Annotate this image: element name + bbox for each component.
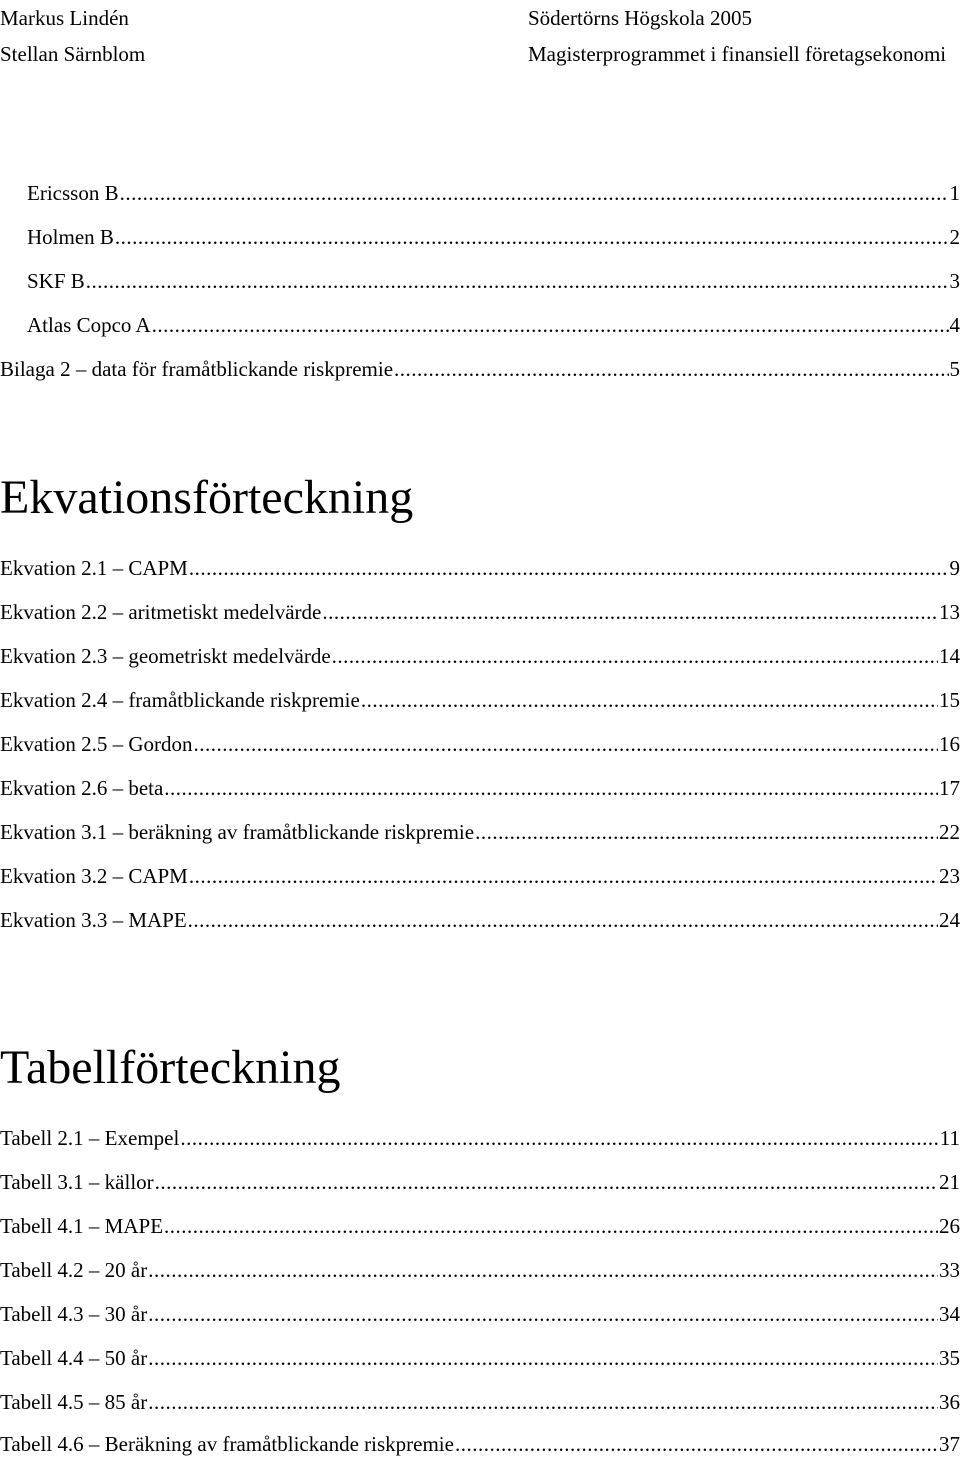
toc-entry-label: Ekvation 2.5 – Gordon <box>0 732 193 756</box>
author-name: Markus Lindén <box>0 6 129 30</box>
toc-entry-page: 9 <box>949 556 960 580</box>
section-title-tables: Tabellförteckning <box>0 1041 341 1094</box>
toc-entry[interactable] <box>0 1258 960 1288</box>
toc-entry-label: Atlas Copco A <box>27 313 151 337</box>
dot-leader <box>148 1302 938 1327</box>
toc-entry[interactable] <box>0 556 960 586</box>
toc-entry-page: 24 <box>939 908 960 932</box>
dot-leader <box>86 269 949 294</box>
toc-entry-label: Ekvation 3.3 – MAPE <box>0 908 187 932</box>
toc-entry[interactable] <box>0 1302 960 1332</box>
toc-entry-label: SKF B <box>27 269 85 293</box>
dot-leader <box>120 181 949 206</box>
toc-entry[interactable] <box>0 1346 960 1376</box>
toc-entry-page: 23 <box>939 864 960 888</box>
program-name: Magisterprogrammet i finansiell företagsekonomi <box>528 42 947 66</box>
toc-entry-label: Ekvation 2.6 – beta <box>0 776 164 800</box>
toc-entry-page: 37 <box>939 1432 960 1456</box>
toc-entry[interactable] <box>0 1214 960 1244</box>
dot-leader <box>189 864 938 889</box>
toc-entry-page: 11 <box>939 1126 960 1150</box>
dot-leader <box>455 1432 938 1457</box>
toc-entry-page: 16 <box>939 732 960 756</box>
dot-leader <box>148 1258 938 1283</box>
dot-leader <box>188 908 938 933</box>
header-institution-block <box>528 0 946 72</box>
toc-entry-page: 4 <box>949 313 960 337</box>
toc-entry-page: 5 <box>949 357 960 381</box>
toc-entry[interactable] <box>27 269 960 299</box>
toc-entry-page: 22 <box>939 820 960 844</box>
toc-entry-label: Tabell 4.2 – 20 år <box>0 1258 148 1282</box>
toc-entry-label: Ericsson B <box>27 181 119 205</box>
toc-entry-label: Ekvation 2.4 – framåtblickande riskpremie <box>0 688 360 712</box>
toc-entry[interactable] <box>0 1390 960 1420</box>
toc-entry[interactable] <box>0 1170 960 1200</box>
toc-entry[interactable] <box>27 181 960 211</box>
toc-entry-page: 35 <box>939 1346 960 1370</box>
toc-entry-page: 13 <box>939 600 960 624</box>
toc-entry-label: Ekvation 2.3 – geometriskt medelvärde <box>0 644 331 668</box>
toc-entry-label: Tabell 4.3 – 30 år <box>0 1302 148 1326</box>
toc-entry-page: 36 <box>939 1390 960 1414</box>
dot-leader <box>475 820 938 845</box>
dot-leader <box>155 1170 938 1195</box>
toc-entry-page: 33 <box>939 1258 960 1282</box>
toc-entry-label: Tabell 4.6 – Beräkning av framåtblickande riskpremie <box>0 1432 454 1456</box>
toc-entry[interactable] <box>0 776 960 806</box>
toc-entry[interactable] <box>0 1126 960 1156</box>
toc-entry-label: Bilaga 2 – data för framåtblickande riskpremie <box>0 357 394 381</box>
toc-entry-page: 15 <box>939 688 960 712</box>
toc-entry-label: Ekvation 3.1 – beräkning av framåtblickande riskpremie <box>0 820 475 844</box>
toc-entry-page: 3 <box>949 269 960 293</box>
dot-leader <box>332 644 938 669</box>
dot-leader <box>115 225 949 250</box>
dot-leader <box>189 556 949 581</box>
toc-entry-label: Tabell 4.5 – 85 år <box>0 1390 148 1414</box>
toc-entry[interactable] <box>0 600 960 630</box>
toc-entry[interactable] <box>0 644 960 674</box>
toc-entry[interactable] <box>0 688 960 718</box>
toc-entry-label: Holmen B <box>27 225 114 249</box>
toc-entry[interactable] <box>0 1432 960 1462</box>
section-title-equations: Ekvationsförteckning <box>0 471 414 524</box>
toc-entry-label: Ekvation 2.1 – CAPM <box>0 556 188 580</box>
toc-entry-page: 14 <box>939 644 960 668</box>
toc-entry-label: Ekvation 2.2 – aritmetiskt medelvärde <box>0 600 322 624</box>
header-authors <box>0 0 145 72</box>
toc-entry-label: Tabell 4.1 – MAPE <box>0 1214 164 1238</box>
toc-entry-page: 26 <box>939 1214 960 1238</box>
toc-entry[interactable] <box>0 820 960 850</box>
toc-entry-bilaga[interactable] <box>0 357 960 387</box>
toc-entry[interactable] <box>0 908 960 938</box>
author-name: Stellan Särnblom <box>0 42 146 66</box>
toc-entry[interactable] <box>0 864 960 894</box>
dot-leader <box>322 600 938 625</box>
dot-leader <box>164 1214 938 1239</box>
dot-leader <box>180 1126 938 1151</box>
toc-entry-page: 2 <box>949 225 960 249</box>
dot-leader <box>394 357 948 382</box>
toc-entry-page: 34 <box>939 1302 960 1326</box>
toc-entry[interactable] <box>0 732 960 762</box>
toc-entry-label: Tabell 3.1 – källor <box>0 1170 154 1194</box>
toc-entry[interactable] <box>27 313 960 343</box>
dot-leader <box>361 688 938 713</box>
toc-entry[interactable] <box>27 225 960 255</box>
toc-entry-label: Ekvation 3.2 – CAPM <box>0 864 188 888</box>
dot-leader <box>148 1346 938 1371</box>
toc-entry-page: 1 <box>949 181 960 205</box>
toc-entry-page: 17 <box>939 776 960 800</box>
dot-leader <box>148 1390 938 1415</box>
dot-leader <box>152 313 949 338</box>
toc-entry-label: Tabell 4.4 – 50 år <box>0 1346 148 1370</box>
toc-entry-page: 21 <box>939 1170 960 1194</box>
institution-name: Södertörns Högskola 2005 <box>528 6 752 30</box>
dot-leader <box>164 776 938 801</box>
toc-entry-label: Tabell 2.1 – Exempel <box>0 1126 180 1150</box>
dot-leader <box>193 732 938 757</box>
